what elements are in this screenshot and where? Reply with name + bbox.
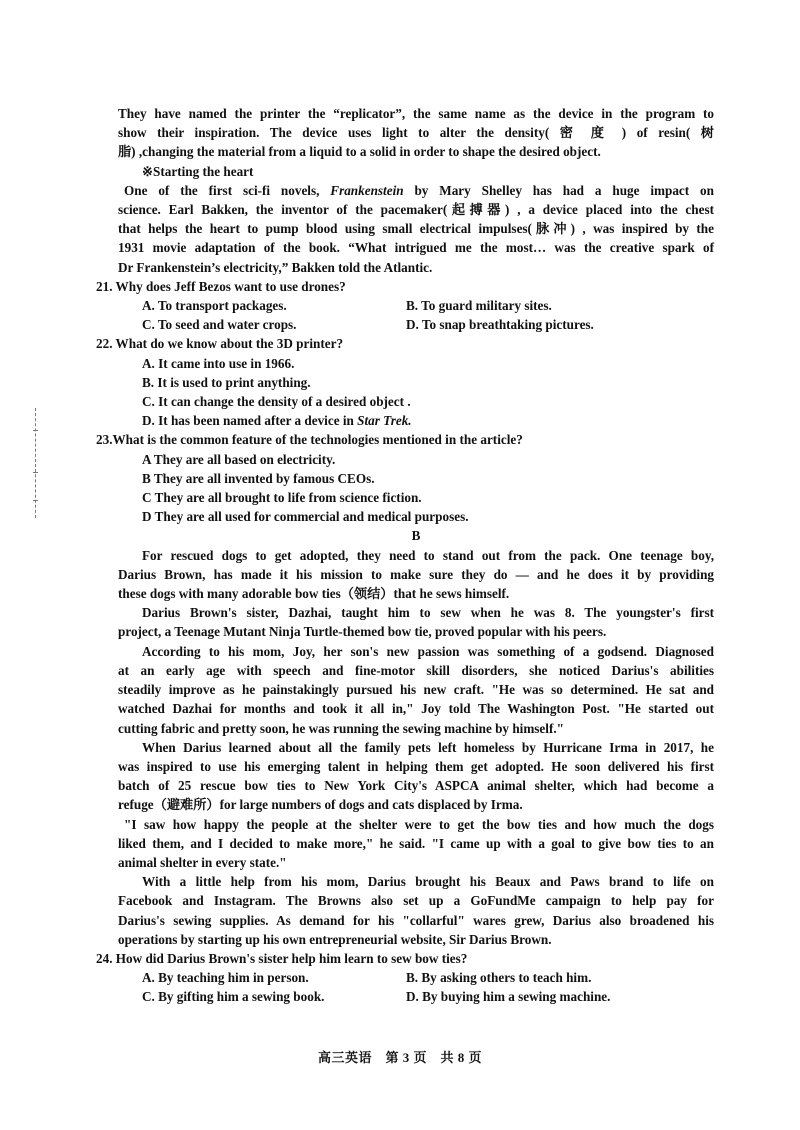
option-c: C. By gifting him a sewing book. bbox=[142, 989, 325, 1005]
option-b: B. To guard military sites. bbox=[406, 298, 552, 314]
option-a: A. By teaching him in person. bbox=[142, 970, 309, 986]
question-24-options-row bbox=[118, 968, 714, 987]
option-d: D They are all used for commercial and medical purposes. bbox=[142, 509, 469, 525]
passage-b-line: Darius's sewing supplies. As demand for his "collarful" wares grew, Darius also broadened his bbox=[118, 912, 714, 928]
section-heading: ※Starting the heart bbox=[142, 163, 254, 179]
question-21-stem: 21. Why does Jeff Bezos want to use drones? bbox=[96, 278, 346, 294]
passage-a-line: that helps the heart to pump blood using small electrical impulses(脉冲) , was inspired by the bbox=[118, 221, 714, 237]
option-d: D. To snap breathtaking pictures. bbox=[406, 317, 594, 333]
option-a: A. It came into use in 1966. bbox=[142, 355, 295, 371]
page-footer: 高三英语 第 3 页 共 8 页 bbox=[317, 1050, 482, 1065]
question-24-options-row bbox=[118, 987, 714, 1006]
show-title: Star Trek. bbox=[357, 413, 412, 429]
passage-b-line: watched Dazhai for months and took it all in," Joy told The Washington Post. "He started out bbox=[118, 701, 714, 717]
passage-b-line: these dogs with many adorable bow ties（领结）that he sews himself. bbox=[118, 586, 510, 602]
passage-b-line: For rescued dogs to get adopted, they need to stand out from the pack. One teenage boy, bbox=[142, 547, 714, 563]
question-23-stem: 23.What is the common feature of the technologies mentioned in the article? bbox=[96, 432, 523, 448]
option-c: C. To seed and water crops. bbox=[142, 317, 297, 333]
option-b: B. It is used to print anything. bbox=[142, 374, 311, 390]
binding-tick bbox=[33, 500, 38, 501]
page-content bbox=[96, 104, 714, 1007]
passage-b-line: batch of 25 rescue bow ties to New York City's ASPCA animal shelter, which had become a bbox=[118, 778, 714, 794]
passage-b-line: refuge（避难所）for large numbers of dogs and cats displaced by Irma. bbox=[118, 797, 523, 813]
passage-b-line: operations by starting up his own entrepreneurial website, Sir Darius Brown. bbox=[118, 931, 552, 947]
option-a: A They are all based on electricity. bbox=[142, 451, 336, 467]
binding-tick bbox=[33, 430, 38, 431]
book-title: Frankenstein bbox=[330, 182, 404, 198]
option-c: C. It can change the density of a desired object . bbox=[142, 394, 411, 410]
passage-b-line: Darius Brown, has made it his mission to make sure they do — and he does it by providing bbox=[118, 566, 714, 582]
passage-b-line: Facebook and Instagram. The Browns also set up a GoFundMe campaign to help pay for bbox=[118, 893, 714, 909]
passage-b-line: liked them, and I decided to make more," he said. "I came up with a goal to give bow ties to an bbox=[118, 835, 714, 851]
passage-b-line: When Darius learned about all the family pets left homeless by Hurricane Irma in 2017, he bbox=[142, 739, 714, 755]
question-21-options-row bbox=[118, 296, 714, 315]
passage-a-line: 脂) ,changing the material from a liquid to a solid in order to shape the desired object. bbox=[118, 144, 601, 160]
passage-b-line: project, a Teenage Mutant Ninja Turtle-themed bow tie, proved popular with his peers. bbox=[118, 624, 607, 640]
option-c: C They are all brought to life from science fiction. bbox=[142, 490, 422, 506]
passage-a-line: They have named the printer the “replicator”, the same name as the device in the program to bbox=[118, 106, 714, 121]
passage-a-line: show their inspiration. The device uses light to alter the density( 密 度 ) of resin( 树 bbox=[118, 125, 714, 141]
option-d: D. By buying him a sewing machine. bbox=[406, 989, 611, 1005]
passage-b-line: "I saw how happy the people at the shelter were to get the bow ties and how much the dogs bbox=[124, 816, 714, 832]
passage-b-line: was inspired to use his emerging talent in helping them get adopted. He soon delivered his first bbox=[118, 758, 714, 774]
passage-b-line: at an early age with speech and fine-motor skill disorders, she noticed Darius's abilities bbox=[118, 662, 714, 678]
passage-b-line: According to his mom, Joy, her son's new passion was something of a godsend. Diagnosed bbox=[142, 643, 714, 659]
question-22-stem: 22. What do we know about the 3D printer? bbox=[96, 336, 344, 352]
option-b: B. By asking others to teach him. bbox=[406, 970, 592, 986]
passage-b-line: With a little help from his mom, Darius brought his Beaux and Paws brand to life on bbox=[142, 874, 714, 890]
option-d: D. It has been named after a device in Star Trek. bbox=[142, 413, 412, 429]
passage-b-line: Darius Brown's sister, Dazhai, taught him to sew when he was 8. The youngster's first bbox=[142, 605, 714, 621]
binding-margin-line bbox=[35, 408, 37, 518]
section-b-label: B bbox=[411, 528, 421, 544]
passage-a-line: 1931 movie adaptation of the book. “What intrigued me the most… was the creative spark of bbox=[118, 240, 714, 256]
passage-b-line: steadily improve as he painstakingly pursued his new craft. "He was so determined. He sat and bbox=[118, 682, 714, 698]
question-21-options-row bbox=[118, 315, 714, 334]
binding-tick bbox=[33, 472, 38, 473]
passage-a-line: Dr Frankenstein’s electricity,” Bakken told the Atlantic. bbox=[118, 259, 433, 275]
question-24-stem: 24. How did Darius Brown's sister help him learn to sew bow ties? bbox=[96, 950, 468, 966]
passage-b-line: cutting fabric and pretty soon, he was running the sewing machine by himself." bbox=[118, 720, 564, 736]
passage-a-line: science. Earl Bakken, the inventor of the pacemaker(起搏器) , a device placed into the chest bbox=[118, 202, 714, 218]
passage-a-line: One of the first sci-fi novels, Frankenstein by Mary Shelley has had a huge impact on bbox=[124, 182, 714, 198]
option-a: A. To transport packages. bbox=[142, 298, 287, 314]
option-b: B They are all invented by famous CEOs. bbox=[142, 470, 375, 486]
passage-b-line: animal shelter in every state." bbox=[118, 854, 287, 870]
